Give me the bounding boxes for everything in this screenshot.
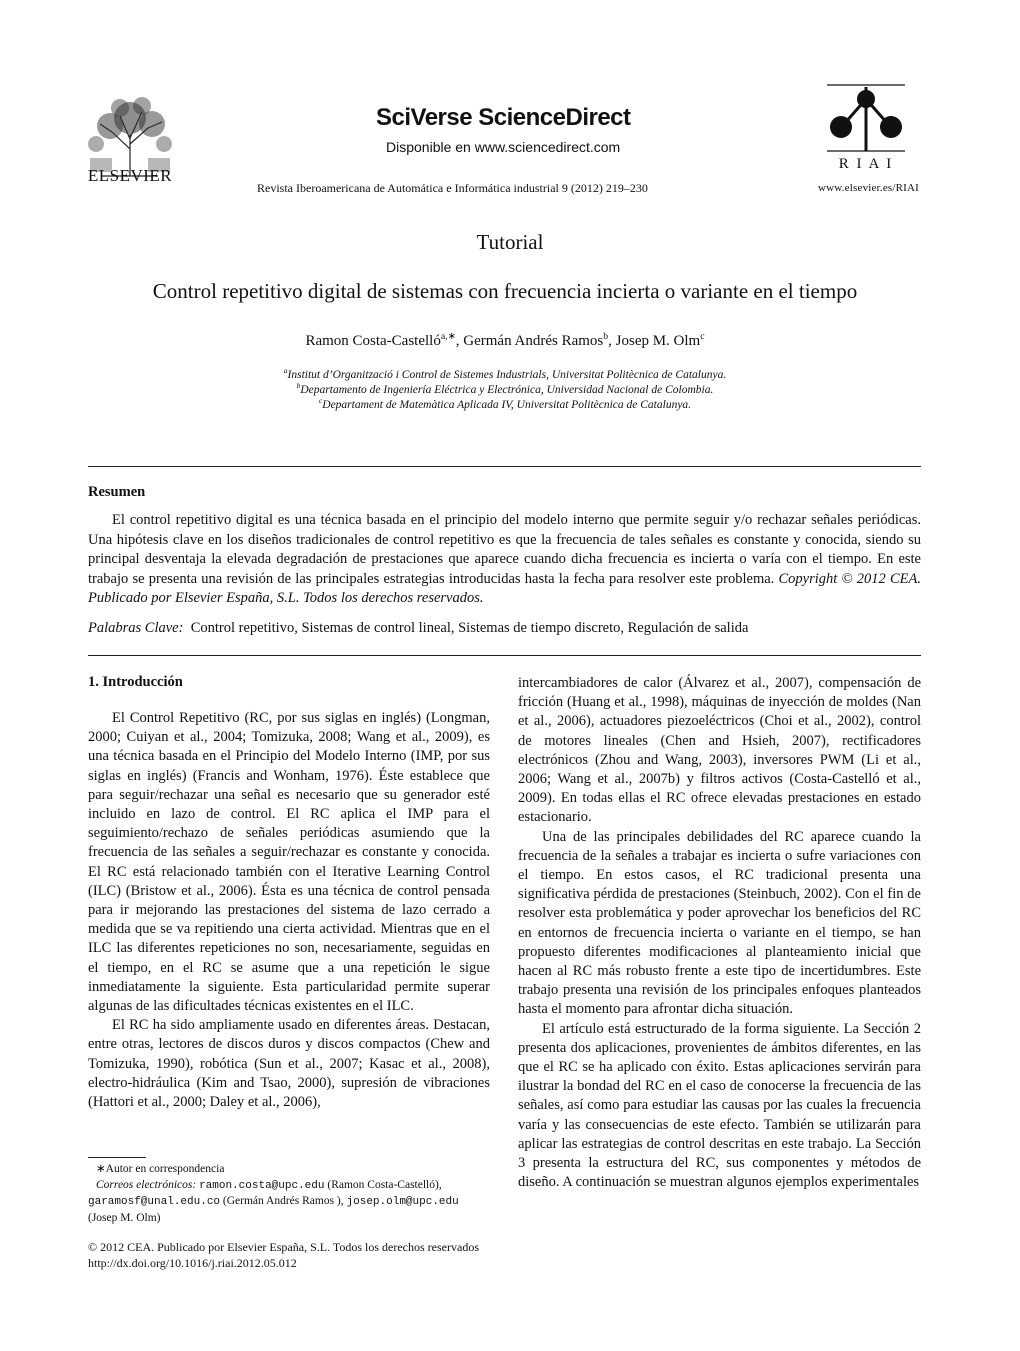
author-name: Germán Andrés Ramos <box>463 333 604 349</box>
author-name: Ramon Costa-Castelló <box>305 333 441 349</box>
divider <box>88 466 921 467</box>
right-column <box>518 674 921 1192</box>
author-mark: a,∗ <box>440 331 456 342</box>
footer-copyright: © 2012 CEA. Publicado por Elsevier España, S.L. Todos los derechos reservados <box>88 1240 479 1254</box>
page-footer <box>88 1239 479 1271</box>
paragraph: El artículo está estructurado de la forma siguiente. La Sección 2 presenta dos aplicaciones, provenientes de ámbitos diferentes, en las que el RC se ha aplicado con éxito. Estas aplicaciones servirán para ilustrar la bondad del RC en el caso de conocerse la frecuencia de las señales, así como para estudiar las causas por las cuales la frecuencia varía y las consecuencias de este efecto. También se utilizarán para aplicar las estrategias de control descritas en este trabajo. La Sección 3 presenta la estructura del RC, sus componentes y métodos de diseño. A continuación se muestran algunos ejemplos experimentales <box>518 1020 921 1191</box>
keywords-label: Palabras Clave: <box>88 620 184 636</box>
email-link[interactable]: ramon.costa@upc.edu <box>199 1179 325 1192</box>
email-list: Correos electrónicos: ramon.costa@upc.edu (Ramon Costa-Castelló), garamosf@unal.edu.co (Germán Andrés Ramos ), josep.olm@upc.edu (Josep M. Olm) <box>88 1178 459 1224</box>
affiliation: $^b$Departamento de Ingeniería Eléctrica y Electrónica, Universidad Nacional de Colombia. <box>296 381 714 396</box>
author-mark: c <box>700 331 705 342</box>
article-title: Control repetitivo digital de sistemas con frecuencia incierta o variante en el tiempo <box>152 279 858 303</box>
copyright-notice: Copyright © 2012 CEA. Publicado por Elsevier España, S.L. Todos los derechos reservados. <box>88 570 921 607</box>
abstract-body: El control repetitivo digital es una técnica basada en el principio del modelo interno que permite seguir y/o rechazar señales periódicas. Una hipótesis clave en los diseños tradicionales de control repetitivo es que la frecuencia de tales señales es constante y conocida, siendo su principal desventaja la elevada degradación de prestaciones que aparece cuando dicha frecuencia es incierta o varía con el tiempo. En este trabajo se presenta una revisión de las principales estrategias introducidas hasta la fecha para resolver este problema. Copyright © 2012 CEA. Publicado por Elsevier España, S.L. Todos los derechos reservados. <box>88 512 921 607</box>
availability-line: Disponible en www.sciencedirect.com <box>386 139 621 155</box>
paragraph: intercambiadores de calor (Álvarez et al., 2007), compensación de fricción (Huang et al., 1998), máquinas de inyección de moldes (Nan et al., 2006), actuadores piezoeléctricos (Choi et al., 2002), control de motores lineales (Chen and Hsieh, 2007), rectificadores electrónicos (Zhou and Wang, 2003), inversores PWM (Li et al., 2006; Wang et al., 2007b) y filtros activos (Costa-Castelló et al., 2009). En todas ellas el RC ofrece elevadas prestaciones en estado estacionario. <box>518 675 921 826</box>
doi-link[interactable]: http://dx.doi.org/10.1016/j.riai.2012.05.012 <box>88 1256 297 1270</box>
abstract-heading: Resumen <box>88 484 146 500</box>
publisher-name: ELSEVIER <box>87 166 173 185</box>
paragraph: El RC ha sido ampliamente usado en diferentes áreas. Destacan, entre otras, lectores de discos duros y discos compactos (Chew and Tomizuka, 1990), robótica (Sun et al., 2007; Kasac et al., 2008), electro-hidráulica (Kim and Tsao, 2000), supresión de vibraciones (Hattori et al., 2000; Daley et al., 2006), <box>88 1017 490 1111</box>
journal-citation: Revista Iberoamericana de Automática e Informática industrial 9 (2012) 219–230 <box>257 181 648 195</box>
riai-logo-text: R I A I <box>838 156 894 172</box>
email-link[interactable]: garamosf@unal.edu.co <box>88 1196 221 1208</box>
riai-emblem-icon <box>823 83 909 153</box>
email-link[interactable]: josep.olm@upc.edu <box>346 1196 459 1208</box>
author-mark: b <box>603 331 609 342</box>
author-list: Ramon Costa-Castelló$^{a,∗}$, Germán Andrés Ramos$^b$, Josep M. Olm$^c$ <box>305 331 705 349</box>
affiliation: $^a$Institut d’Organització i Control de Sistemes Industrials, Universitat Politècnica de Catalunya. <box>283 366 727 381</box>
riai-logo <box>823 83 909 175</box>
footnote <box>88 1162 490 1226</box>
corresponding-note: ∗Autor en correspondencia <box>96 1163 225 1175</box>
left-column <box>88 709 490 1112</box>
paragraph: El Control Repetitivo (RC, por sus siglas en inglés) (Longman, 2000; Cuiyan et al., 2004; Tomizuka, 2008; Wang et al., 2009), es una técnica basada en el Principio del Modelo Interno (IMP, por sus siglas en inglés) (Francis and Wonham, 1976). Éste establece que para seguir/rechazar una señal es necesario que su generador esté incluido en lazo de control. El RC aplica el IMP para el seguimiento/rechazo de señales periódicas asumiendo que la frecuencia de las señales a seguir/rechazar es constante y conocida. El RC está relacionado también con el Iterative Learning Control (ILC) (Bristow et al., 2006). Ésta es una técnica de control pensada para ir mejorando las prestaciones del sistema de lazo cerrado a medida que se va repitiendo una cierta actividad. Mientras que en el ILC las diferentes repeticiones no son, necesariamente, seguidas en el tiempo, en el RC se asume que a una repetición le sigue inmediatamente la siguiente. Esta particularidad permite superar algunas de las dificultades técnicas existentes en el ILC. <box>88 710 490 1015</box>
paragraph: Una de las principales debilidades del RC aparece cuando la frecuencia de la señales a trabajar es incierta o sufre variaciones con el tiempo. En estos casos, el RC tradicional presenta una significativa pérdida de prestaciones (Steinbuch, 2002). Con el fin de resolver esta problemática y poder aprovechar los beneficios del RC en entornos de frecuencia incierta o variante en el tiempo, se han propuesto diferentes modificaciones al planteamiento inicial que hacen al RC más robusto frente a este tipo de incertidumbres. Este trabajo presenta una revisión de los principales enfoques planteados hasta el momento para afrontar dicha situación. <box>518 828 921 1018</box>
journal-url[interactable]: www.elsevier.es/RIAI <box>818 182 920 194</box>
brand-title: SciVerse ScienceDirect <box>376 104 631 131</box>
keywords-list: Control repetitivo, Sistemas de control lineal, Sistemas de tiempo discreto, Regulación de salida <box>190 620 749 636</box>
divider <box>88 655 921 656</box>
keywords <box>88 620 748 637</box>
affiliation: $^c$Departament de Matemàtica Aplicada IV, Universitat Politècnica de Catalunya. <box>318 396 692 411</box>
footnote-divider <box>88 1157 146 1158</box>
author-name: Josep M. Olm <box>615 333 701 349</box>
section-heading: 1. Introducción <box>88 674 183 690</box>
article-type: Tutorial <box>476 230 544 254</box>
